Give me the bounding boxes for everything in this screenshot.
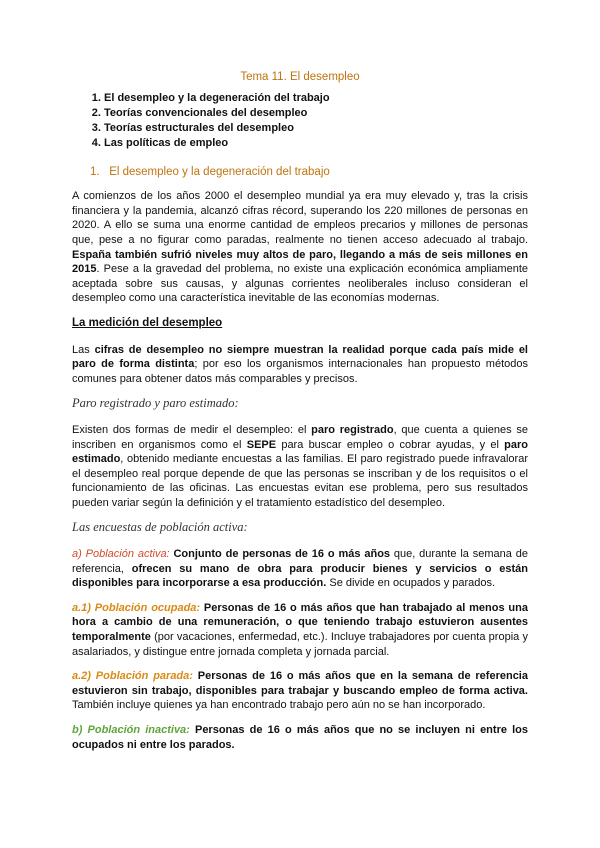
toc-item: 2. Teorías convencionales del desempleo [104,106,528,121]
text: Las [72,343,95,356]
toc-item: 3. Teorías estructurales del desempleo [104,121,528,136]
section-title: El desempleo y la degeneración del trabajo [109,165,330,178]
medicion-paragraph [72,343,528,387]
poblacion-inactiva-paragraph [72,723,528,752]
document-page [72,70,528,762]
term-label: b) Población inactiva: [72,724,190,736]
text: , obtenido mediante encuestas a las familias. El paro registrado puede infravalorar el desempleo real porque depende de que las personas se inscriban y de los requisitos o el funcionamiento de las oficinas. Las encuestas evitan ese problema, pero sus resultados pueden variar según la definición y el tratamiento estadístico del desempleo. [72,453,528,509]
section-heading [72,165,528,180]
poblacion-parada-paragraph [72,669,528,713]
subheading-paro: Paro registrado y paro estimado: [72,396,239,411]
text: , que cuenta a quienes se inscriben en organismos como el [72,423,529,451]
text: A comienzos de los años 2000 el desempleo mundial ya era muy elevado y, tras la crisis financiera y la pandemia, alcanzó cifras récord, superando los 220 millones de personas en 2020. A ello se suma una enorme cantidad de empleos precarios y millones de personas que, pese a no figurar como paradas, realmente no tienen acceso adecuado al trabajo. [72,190,528,246]
table-of-contents [72,91,528,151]
term-label: a.1) Población ocupada: [72,601,201,614]
text: . Pese a la gravedad del problema, no existe una explicación económica ampliamente aceptada sobre sus causas, y algunas corrientes neoliberales incluso consideran el desempleo como una característica inevitable de las economías modernas. [72,263,528,305]
bold-text: Personas de 16 o más años que no se incluyen ni entre los ocupados ni entre los parados. [72,724,528,751]
term-label: a.2) Población parada: [72,670,193,683]
bold-text: España también sufrió niveles muy altos de paro, llegando a más de seis millones en 2015 [72,248,528,276]
bold-text: SEPE [246,438,277,451]
intro-paragraph [72,189,528,306]
text: (por vacaciones, enfermedad, etc.). Incluye trabajadores por cuenta propia y asalariados, y distingue entre jornada completa y jornada parcial. [72,631,528,658]
bold-text: paro estimado [72,438,528,466]
toc-item: 4. Las políticas de empleo [104,136,528,151]
bold-text: paro registrado [311,423,394,436]
text: para buscar empleo o cobrar ayudas, y el [276,438,505,451]
paro-paragraph [72,423,528,511]
bold-text: ofrecen su mano de obra para producir bienes y servicios o están disponibles para incorporarse a esa producción. [72,562,528,590]
poblacion-ocupada-paragraph [72,601,528,659]
bold-text: Personas de 16 o más años que en la semana de referencia estuvieron sin trabajo, disponibles para trabajar y buscando empleo de forma activa. [72,670,528,697]
text: Existen dos formas de medir el desempleo: el [72,423,312,436]
bold-text: cifras de desempleo no siempre muestran la realidad porque cada país mide el paro de forma distinta [72,343,528,371]
toc-item: 1. El desempleo y la degeneración del trabajo [104,91,528,106]
document-title: Tema 11. El desempleo [240,71,360,83]
term-label: a) Población activa: [72,548,170,561]
section-number: 1. [90,165,100,178]
bold-text: Conjunto de personas de 16 o más años [169,548,391,561]
subheading-encuestas: Las encuestas de población activa: [72,520,248,535]
subheading-medicion: La medición del desempleo [72,316,223,329]
text: ; por eso los organismos internacionales han propuesto métodos comunes para obtener datos más comparables y precisos. [72,358,528,385]
poblacion-activa-paragraph [72,547,528,591]
text: También incluye quienes ya han encontrado trabajo pero aún no se han incorporado. [72,699,486,712]
text: que, durante la semana de referencia, [72,548,529,575]
bold-text: Personas de 16 o más años que han trabajado al menos una hora a cambio de una remuneración, o que teniendo trabajo estuvieron ausentes temporalmente [72,601,528,644]
text: Se divide en ocupados y parados. [326,577,496,590]
